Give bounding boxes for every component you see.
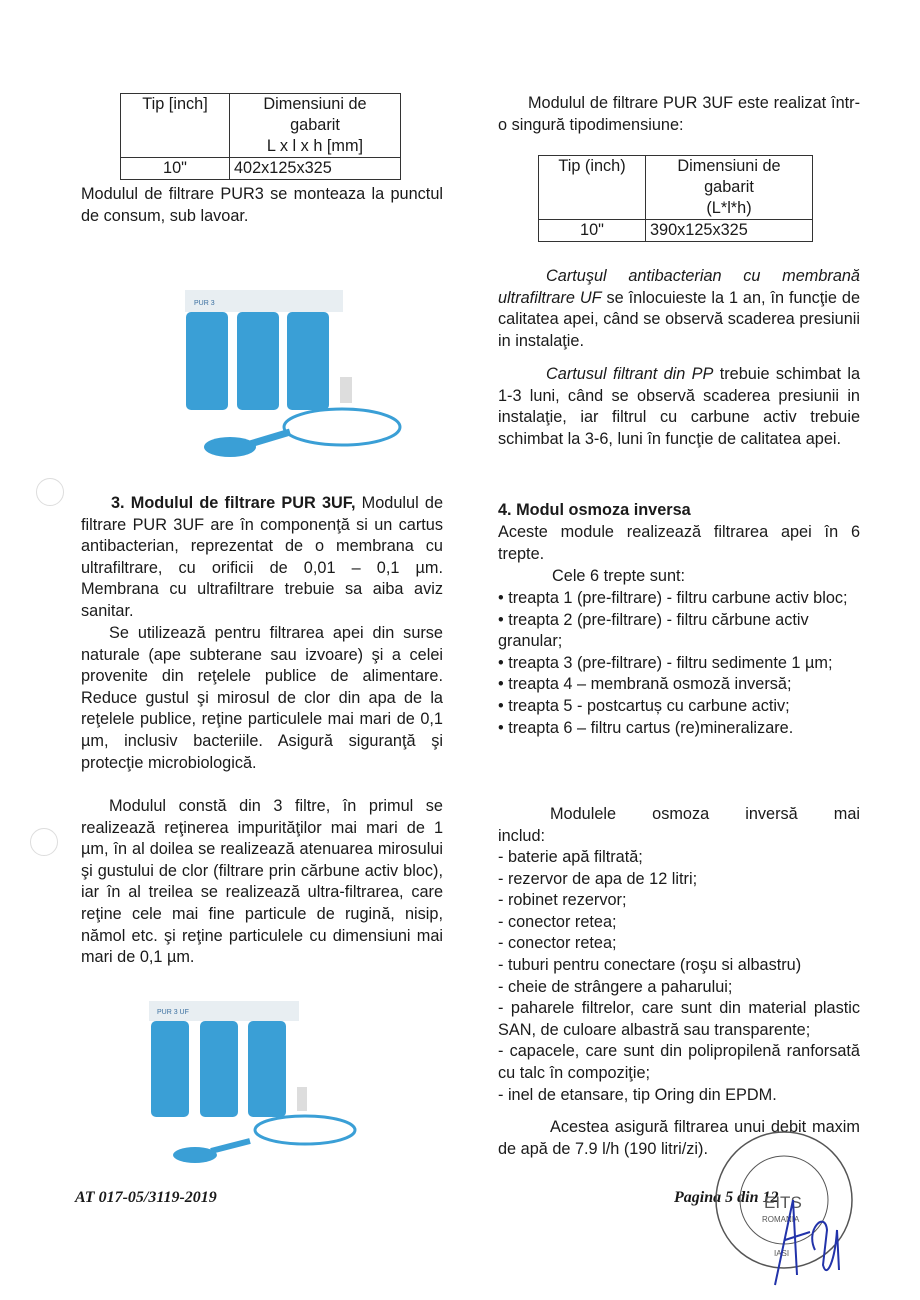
pp-cartridge-paragraph: [498, 364, 860, 450]
table-cell: 402x125x325: [230, 158, 401, 180]
header-line: gabarit: [704, 178, 754, 196]
list-item: - robinet rezervor;: [498, 891, 627, 910]
uf-cartridge-paragraph: [498, 266, 860, 352]
list-item: • treapta 4 – membrană osmoză inversă;: [498, 675, 792, 694]
pur3-filter-image: [180, 282, 410, 474]
section4-paragraph3: Modulele osmoza inversă mai includ:: [498, 805, 860, 845]
list-item: - conector retea;: [498, 912, 617, 931]
includes-list: [498, 847, 860, 1106]
dimensions-table-pur3: [120, 93, 401, 180]
table-header: Tip [inch]: [121, 94, 230, 158]
table-cell: 390x125x325: [646, 220, 813, 242]
section3-title: 3. Modulul de filtrare PUR 3UF,: [111, 494, 356, 512]
list-item: • treapta 2 (pre-filtrare) - filtru cărbune activ granular;: [498, 610, 809, 651]
punch-hole: [36, 478, 64, 506]
section3-paragraph1: Modulul de filtrare PUR 3UF are în componenţă si un cartus antibacterian, reprezentat de o membrana cu ultrafiltrare, cu orificii de 0,01 – 0,1 µm. Membrana cu ultrafiltrare trebuie sa aiba aviz sanitar.: [81, 494, 443, 620]
list-item: - capacele, care sunt din polipropilenă ranforsată cu talc în compoziţie;: [498, 1042, 860, 1082]
section3-paragraph3: Modulul constă din 3 filtre, în primul se realizează reţinerea impurităţilor mai mari de 1 µm, în al doilea se realizează atenuarea mirosului şi gustului de clor (filtrare prin cărbune activ bloc), iar în al treilea se realizează ultra-filtrarea, care reţine cele mai fine particule de rugină, nisip, nămol etc. şi reţine particulele cu dimensiuni mai mari de 0,1 µm.: [81, 797, 443, 967]
pur3uf-filter-image: [145, 995, 365, 1170]
table-header: [230, 94, 401, 158]
list-item: - baterie apă filtrată;: [498, 848, 643, 866]
table-header: [646, 156, 813, 220]
list-item: • treapta 5 - postcartuș cu carbune activ;: [498, 696, 790, 715]
header-line: gabarit: [290, 116, 340, 134]
table-cell: 10": [539, 220, 646, 242]
punch-hole: [30, 828, 58, 856]
svg-text:EITS: EITS: [764, 1193, 802, 1212]
uf-intro-paragraph: Modulul de filtrare PUR 3UF este realizat într-o singură tipodimensiune:: [498, 94, 860, 134]
list-item: - paharele filtrelor, care sunt din material plastic SAN, de culoare albastră sau transparente;: [498, 999, 860, 1039]
section3-paragraph2: Se utilizează pentru filtrarea apei din surse naturale (ape subterane sau izvoare) şi a celei provenite din reţelele publice de alimentare. Reduce gustul şi mirosul de clor din apa de la reţelele publice, reţine particulele mai mari de 0,1 µm, inclusiv bacteriile. Asigură siguranţă şi protecţie microbiologică.: [81, 624, 443, 772]
section4-paragraph1: Aceste module realizează filtrarea apei în 6 trepte.: [498, 523, 860, 563]
table-cell: 10": [121, 158, 230, 180]
section4-paragraph2: Cele 6 trepte sunt:: [552, 567, 686, 585]
svg-text:ROMANIA: ROMANIA: [762, 1215, 800, 1224]
page-number: Pagina 5 din 12: [674, 1189, 779, 1206]
italic-term: Cartuşul antibacterian cu membrană ultrafiltrare UF: [498, 267, 860, 307]
table-header: Tip (inch): [539, 156, 646, 220]
mount-paragraph: Modulul de filtrare PUR3 se monteaza la punctul de consum, sub lavoar.: [81, 185, 443, 225]
filter-label: PUR 3: [194, 300, 215, 307]
filter-label: PUR 3 UF: [157, 1009, 189, 1016]
list-item: - cheie de strângere a paharului;: [498, 977, 733, 996]
text: se înlocuieste la 1 an, în funcţie de calitatea apei, când se observă scaderea presiunii in instalaţie.: [498, 288, 860, 350]
italic-term: Cartusul filtrant din PP: [546, 365, 714, 383]
text: trebuie schimbat la 1-3 luni, când se observă scaderea presiunii in instalaţie, iar filtrul cu carbune activ trebuie schimbat la 3-6, luni în funcţie de calitatea apei.: [498, 365, 860, 448]
header-line: L x l x h [mm]: [266, 137, 364, 155]
list-item: - tuburi pentru conectare (roşu si albastru): [498, 955, 802, 974]
header-line: (L*l*h): [706, 199, 752, 217]
header-line: Dimensiuni de: [677, 157, 781, 175]
dimensions-table-pur3uf: [538, 155, 813, 242]
list-item: • treapta 1 (pre-filtrare) - filtru carbune activ bloc;: [498, 589, 848, 607]
section4-paragraph4: Acestea asigură filtrarea unui debit maxim de apă de 7.9 l/h (190 litri/zi).: [498, 1118, 860, 1158]
list-item: - rezervor de apa de 12 litri;: [498, 869, 698, 888]
header-line: Dimensiuni de: [263, 95, 367, 113]
svg-text:IASI: IASI: [774, 1249, 790, 1258]
section3-block: [81, 493, 443, 623]
steps-list: [498, 588, 860, 739]
signature: [765, 1170, 855, 1300]
document-code: AT 017-05/3119-2019: [75, 1189, 217, 1206]
section4-title: 4. Modul osmoza inversa: [498, 501, 691, 519]
list-item: • treapta 3 (pre-filtrare) - filtru sedimente 1 µm;: [498, 653, 833, 672]
list-item: - inel de etansare, tip Oring din EPDM.: [498, 1085, 777, 1104]
list-item: • treapta 6 – filtru cartus (re)mineralizare.: [498, 718, 794, 737]
list-item: - conector retea;: [498, 934, 617, 953]
